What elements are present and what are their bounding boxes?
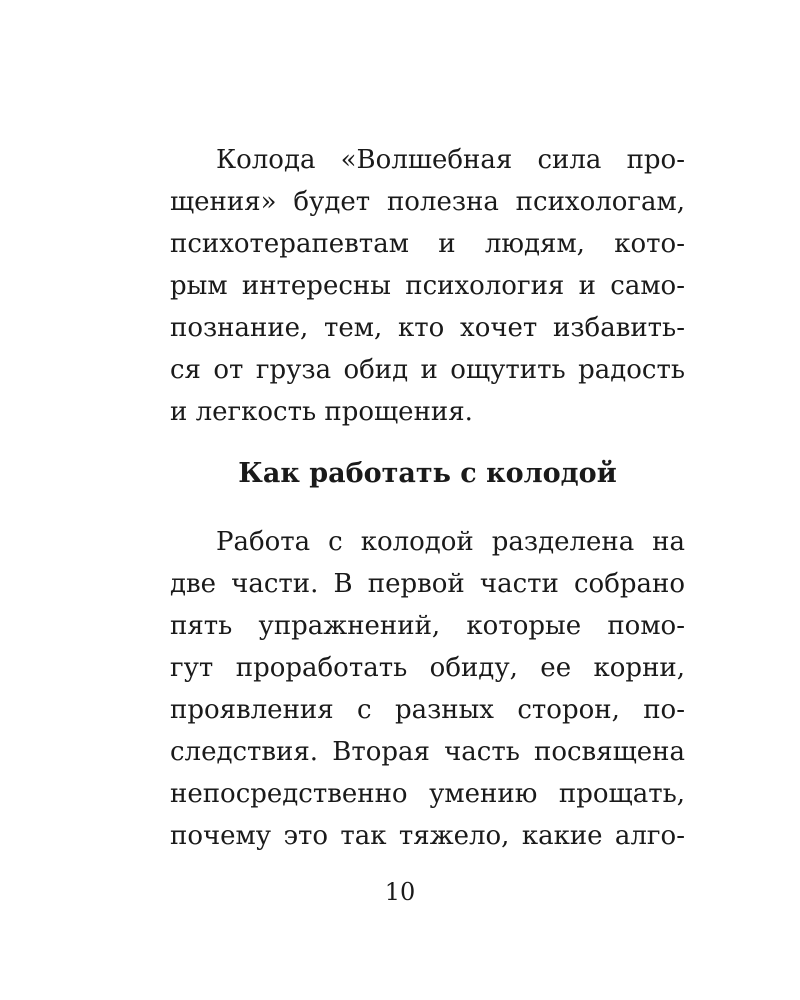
paragraph-line: Работа с колодой разделена на [216, 527, 685, 557]
paragraph-line: познание, тем, кто хочет избавить- [170, 313, 685, 343]
paragraph-line: рым интересны психология и само- [170, 271, 685, 301]
paragraph-line: пять упражнений, которые помо- [170, 611, 685, 641]
paragraph-line: ся от груза обид и ощутить радость [170, 355, 685, 385]
paragraph-line: следствия. Вторая часть посвящена [170, 737, 685, 767]
paragraph-line: непосредственно умению прощать, [170, 779, 685, 809]
paragraph-line: почему это так тяжело, какие алго- [170, 821, 685, 851]
paragraph-line: гут проработать обиду, ее корни, [170, 653, 685, 683]
paragraph-line: две части. В первой части собрано [170, 569, 685, 599]
paragraph-line: Колода «Волшебная сила про- [216, 145, 685, 175]
paragraph-line: и легкость прощения. [170, 397, 473, 427]
paragraph-line: психотерапевтам и людям, кото- [170, 229, 685, 259]
paragraph-line: щения» будет полезна психологам, [170, 187, 685, 217]
paragraph-line: проявления с разных сторон, по- [170, 695, 685, 725]
page-number: 10 [384, 878, 416, 906]
section-heading: Как работать с колодой [238, 458, 617, 489]
